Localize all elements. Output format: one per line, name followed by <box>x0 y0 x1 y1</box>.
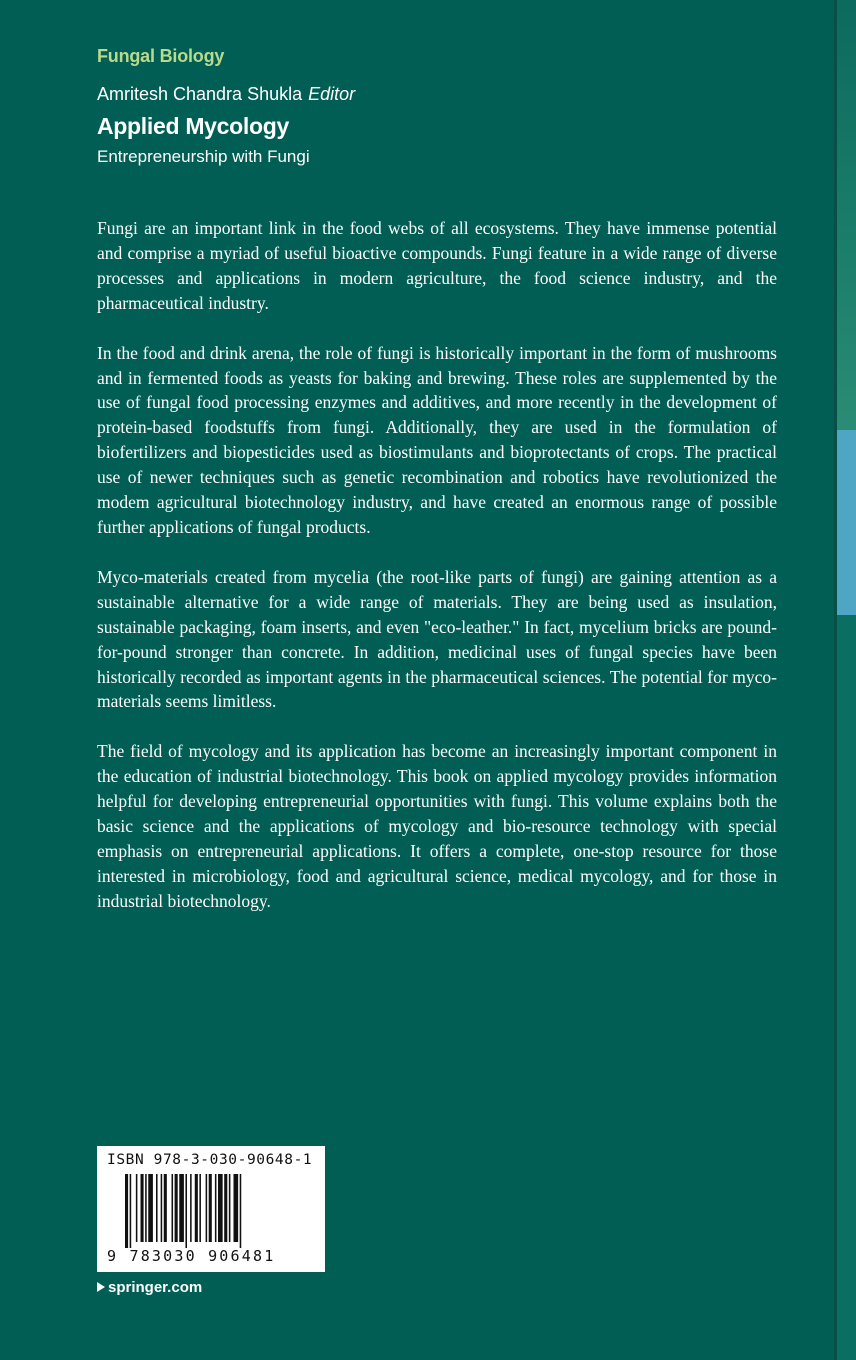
series-title: Fungal Biology <box>97 46 225 66</box>
publisher-link[interactable] <box>97 1276 202 1298</box>
blurb-paragraph: The field of mycology and its application has become an increasingly important component in the education of industrial biotechnology. This book on applied mycology provides information helpful for developing entrepreneurial opportunities with fungi. This volume explains both the basic science and the applications of mycology and bio-resource technology with special emphasis on entrepreneurial applications. It offers a complete, one-stop resource for those interested in microbiology, food and agricultural science, medical mycology, and for those in industrial biotechnology. <box>97 741 777 911</box>
blurb <box>97 216 777 939</box>
book-subtitle: Entrepreneurship with Fungi <box>97 147 310 166</box>
front-cover-edge-band <box>837 430 856 615</box>
editor-name: Amritesh Chandra Shukla <box>97 84 303 104</box>
barcode-bars <box>125 1174 313 1248</box>
isbn-label: ISBN 978-3-030-90648-1 <box>107 1152 313 1168</box>
arrow-right-icon <box>97 1282 105 1292</box>
blurb-paragraph: In the food and drink arena, the role of fungi is historically important in the form of mushrooms and in fermented foods as yeasts for baking and brewing. These roles are supplemented by the use of fungal food processing enzymes and additives, and more recently in the development of protein-based foodstuffs from fungi. Additionally, they are used in the formulation of biofertilizers and biopesticides used as biostimulants and bioprotectants of crops. The practical use of newer techniques such as genetic recombination and robotics have revolutionized the modem agricultural biotechnology industry, and have created an enormous range of possible further applications of fungal products. <box>97 342 777 537</box>
editor-role: Editor <box>308 84 356 104</box>
publisher-url: springer.com <box>108 1278 203 1296</box>
isbn-barcode <box>97 1146 325 1272</box>
book-title: Applied Mycology <box>97 113 289 139</box>
editor-line <box>97 84 355 105</box>
front-cover-edge-lower <box>837 615 856 1360</box>
front-cover-edge-photo <box>837 0 856 430</box>
blurb-paragraph: Myco-materials created from mycelia (the root-like parts of fungi) are gaining attention as a sustainable alternative for a wide range of materials. They are being used as insulation, sustainable packaging, foam inserts, and even "eco-leather." In fact, mycelium bricks are pound-for-pound stronger than concrete. In addition, medicinal uses of fungal species have been historically recorded as important agents in the pharmaceutical sciences. The potential for myco-materials seems limitless. <box>97 566 777 712</box>
barcode-digits: 9 783030 906481 <box>107 1247 276 1265</box>
blurb-paragraph: Fungi are an important link in the food webs of all ecosystems. They have immense potential and comprise a myriad of useful bioactive compounds. Fungi feature in a wide range of diverse processes and applications in modern agriculture, the food science industry, and the pharmaceutical industry. <box>97 218 777 313</box>
